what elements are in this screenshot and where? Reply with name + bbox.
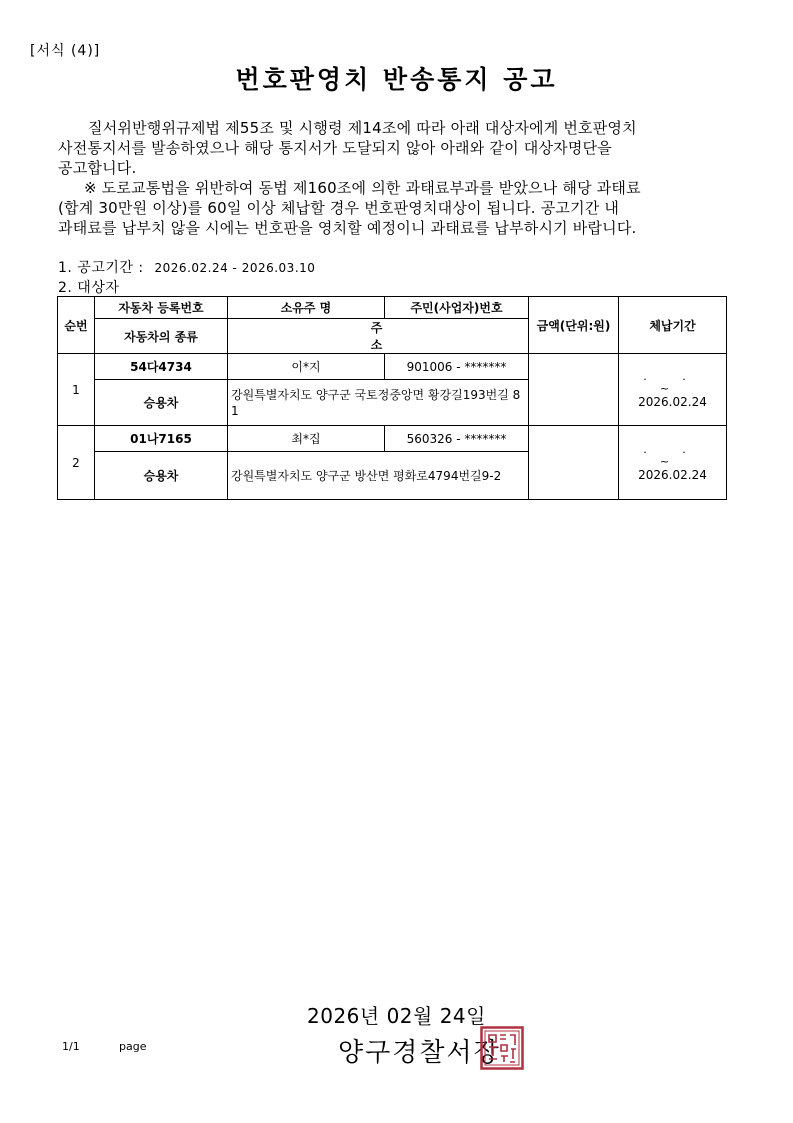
target-section-label: 2. 대상자: [58, 280, 120, 296]
paragraph-1-line-2: 사전통지서를 발송하였으나 해당 통지서가 도달되지 않아 아래와 같이 대상자명단을: [58, 139, 612, 157]
header-period: 체납기간: [619, 297, 727, 354]
header-amount: 금액(단위:원): [529, 297, 619, 354]
row-period: [619, 426, 727, 500]
footer-date: 2026년 02월 24일: [307, 1004, 486, 1028]
header-reg-no: 자동차 등록번호: [95, 297, 228, 319]
row-id-no: 901006 - *******: [385, 354, 529, 380]
header-seq: 순번: [58, 297, 95, 354]
row-car-type: 승용차: [95, 452, 228, 500]
row-owner: 최*집: [228, 426, 385, 452]
target-table: [57, 296, 727, 500]
notice-period-value: 2026.02.24 - 2026.03.10: [154, 261, 316, 275]
issuer-name: 양구경찰서장: [338, 1038, 501, 1068]
row-seq: 1: [58, 354, 95, 426]
row-amount: [529, 354, 619, 426]
paragraph-2-line-2: (합계 30만원 이상)를 60일 이상 체납할 경우 번호판영치대상이 됩니다. 공고기간 내: [58, 199, 620, 217]
table-row: [58, 354, 727, 380]
paragraph-1-line-3: 공고합니다.: [58, 159, 137, 177]
row-reg-no: 01나7165: [95, 426, 228, 452]
row-id-no: 560326 - *******: [385, 426, 529, 452]
page-word: page: [119, 1040, 147, 1053]
notice-period: [58, 257, 315, 277]
official-seal-icon: [480, 1026, 524, 1070]
row-seq: 2: [58, 426, 95, 500]
paragraph-2-line-3: 과태료를 납부치 않을 시에는 번호판을 영치할 예정이니 과태료를 납부하시기 바랍니다.: [58, 219, 637, 237]
header-id-no: 주민(사업자)번호: [385, 297, 529, 319]
paragraph-2-line-1: ※ 도로교통법을 위반하여 동법 제160조에 의한 과태료부과를 받았으나 해당 과태료: [84, 179, 641, 197]
header-address: 주 소: [228, 319, 529, 354]
row-amount: [529, 426, 619, 500]
row-period-date: 2026.02.24: [638, 394, 707, 409]
row-period: [619, 354, 727, 426]
page-number: 1/1: [62, 1040, 80, 1053]
table-row: [58, 426, 727, 452]
header-car-type: 자동차의 종류: [95, 319, 228, 354]
row-owner: 이*지: [228, 354, 385, 380]
row-reg-no: 54다4734: [95, 354, 228, 380]
row-period-marks: . . ~: [643, 369, 702, 395]
row-period-marks: . . ~: [643, 442, 702, 468]
header-row-1: [58, 297, 727, 319]
row-period-date: 2026.02.24: [638, 467, 707, 482]
row-car-type: 승용차: [95, 380, 228, 426]
document-title: 번호판영치 반송통지 공고: [235, 65, 558, 94]
row-address: 강원특별자치도 양구군 국토정중앙면 황강길193번길 81: [228, 380, 529, 426]
row-address: 강원특별자치도 양구군 방산면 평화로4794번길9-2: [228, 452, 529, 500]
notice-period-label: 1. 공고기간 :: [58, 260, 144, 276]
header-owner: 소유주 명: [228, 297, 385, 319]
form-label: [서식 (4)]: [30, 43, 101, 59]
paragraph-1-line-1: 질서위반행위규제법 제55조 및 시행령 제14조에 따라 아래 대상자에게 번호판영치: [88, 119, 637, 137]
